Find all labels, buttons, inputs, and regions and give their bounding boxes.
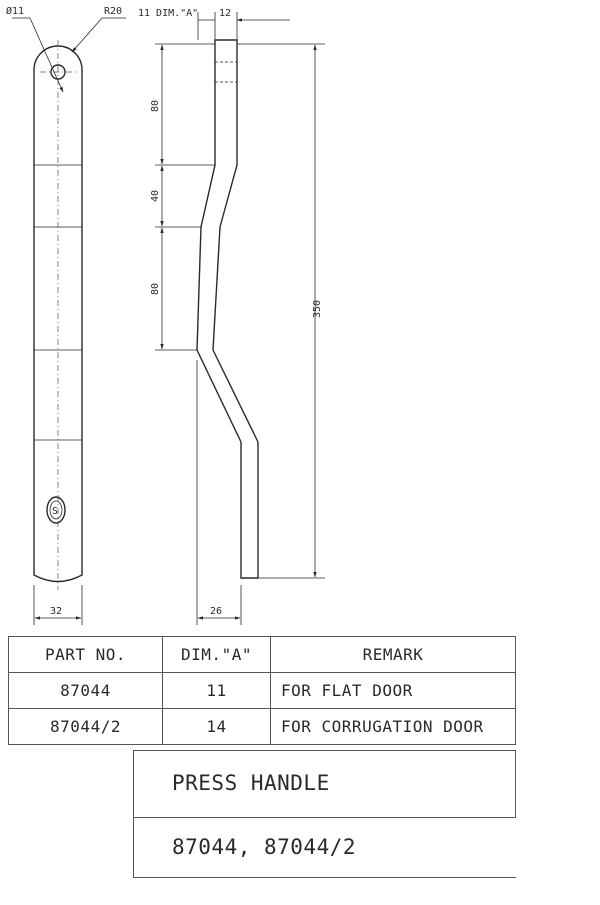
title-block [133, 750, 516, 878]
thickness-label: 12 [219, 8, 232, 19]
segment-1-label: 80 [150, 99, 161, 112]
cell-part-no: 87044/2 [9, 709, 163, 745]
dim-a-label: 11 DIM."A" [138, 8, 199, 19]
front-view [12, 18, 126, 625]
cell-dim-a: 11 [163, 673, 271, 709]
stamp-letter: S [52, 506, 59, 517]
drawing-part-numbers: 87044, 87044/2 [172, 835, 357, 859]
drawing-title: PRESS HANDLE [172, 771, 330, 795]
overall-length-label: 350 [312, 299, 323, 318]
hole-diameter-label: Ø11 [6, 6, 25, 17]
segment-2-label: 40 [150, 189, 161, 202]
header-part-no: PART NO. [9, 637, 163, 673]
header-dim-a: DIM."A" [163, 637, 271, 673]
cell-remark: FOR CORRUGATION DOOR [271, 709, 516, 745]
header-remark: REMARK [271, 637, 516, 673]
parts-table [8, 636, 516, 745]
segment-3-label: 80 [150, 282, 161, 295]
side-view [155, 12, 325, 625]
front-width-label: 32 [50, 606, 63, 617]
side-width-label: 26 [210, 606, 223, 617]
table-row [9, 709, 516, 745]
radius-label: R20 [104, 6, 123, 17]
cell-dim-a: 14 [163, 709, 271, 745]
table-row [9, 673, 516, 709]
table-header-row [9, 637, 516, 673]
cell-remark: FOR FLAT DOOR [271, 673, 516, 709]
cell-part-no: 87044 [9, 673, 163, 709]
